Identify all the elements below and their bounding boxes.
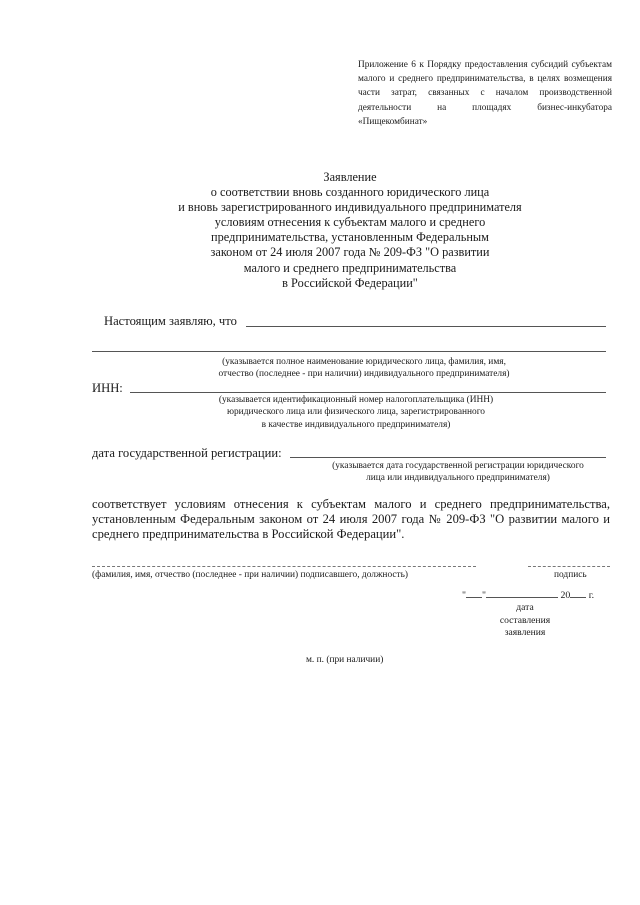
- signatory-caption: (фамилия, имя, отчество (последнее - при наличии) подписавшего, должность): [92, 570, 409, 580]
- date-field[interactable]: [462, 590, 594, 602]
- registration-note-line: лица или индивидуального предпринимателя): [366, 473, 550, 484]
- document-title: [150, 170, 550, 291]
- declaration-field-continuation[interactable]: [92, 351, 606, 352]
- title-line: законом от 24 июля 2007 года № 209-ФЗ "О развитии: [210, 245, 490, 260]
- inn-note-line: в качестве индивидуального предпринимателя): [261, 419, 451, 430]
- title-line: в Российской Федерации": [282, 275, 418, 290]
- date-caption-line: дата: [516, 602, 534, 613]
- appendix-reference: Приложение 6 к Порядку предоставления субсидий субъектам малого и среднего предпринимательства, в целях возмещения части затрат, связанных с началом производственной деятельности на площадях бизнес-инкубатора «Пищекомбинат»: [358, 60, 612, 127]
- year-suffix: г.: [588, 590, 595, 601]
- declaration-note: [150, 356, 578, 381]
- signature-field[interactable]: [528, 566, 610, 567]
- declaration-note-line: отчество (последнее - при наличии) индивидуального предпринимателя): [218, 369, 510, 380]
- title-line: и вновь зарегистрированного индивидуального предпринимателя: [178, 200, 522, 215]
- title-line: условиям отнесения к субъектам малого и среднего: [214, 215, 486, 230]
- title-line: малого и среднего предпринимательства: [243, 260, 457, 275]
- registration-note: [290, 460, 626, 485]
- inn-field[interactable]: [130, 392, 606, 393]
- stamp-place: м. п. (при наличии): [306, 655, 384, 665]
- title-line: о соответствии вновь созданного юридического лица: [210, 185, 490, 200]
- registration-field[interactable]: [290, 457, 606, 458]
- date-caption: [486, 602, 564, 640]
- inn-note: [176, 394, 536, 431]
- registration-label: дата государственной регистрации:: [92, 446, 282, 460]
- title-heading: Заявление: [323, 170, 377, 184]
- signature-caption: подпись: [554, 570, 587, 580]
- declaration-note-line: (указывается полное наименование юридического лица, фамилия, имя,: [222, 357, 506, 367]
- registration-note-line: (указывается дата государственной регистрации юридического: [332, 461, 584, 471]
- day-blank[interactable]: [466, 597, 482, 598]
- date-open-quote: ": [462, 590, 466, 601]
- date-caption-line: заявления: [504, 627, 546, 639]
- conformity-statement: соответствует условиям отнесения к субъектам малого и среднего предпринимательства, установленным Федеральным законом от 24 июля 2007 года № 209-ФЗ "О развитии малого и среднего предпринимательства в Российской Федерации".: [92, 497, 610, 542]
- inn-note-line: юридического лица или физического лица, зарегистрированного: [226, 407, 485, 418]
- declaration-label: Настоящим заявляю, что: [104, 314, 237, 328]
- month-blank[interactable]: [486, 597, 558, 598]
- title-line: предпринимательства, установленным Федеральным: [211, 230, 489, 245]
- date-close-quote: ": [482, 590, 486, 601]
- signatory-name-field[interactable]: [92, 566, 476, 567]
- year-blank[interactable]: [570, 597, 586, 598]
- declaration-field[interactable]: [246, 326, 606, 327]
- date-caption-line: составления: [499, 614, 551, 626]
- inn-note-line: (указывается идентификационный номер налогоплательщика (ИНН): [218, 395, 494, 405]
- year-prefix: 20: [560, 590, 571, 601]
- inn-label: ИНН:: [92, 381, 123, 395]
